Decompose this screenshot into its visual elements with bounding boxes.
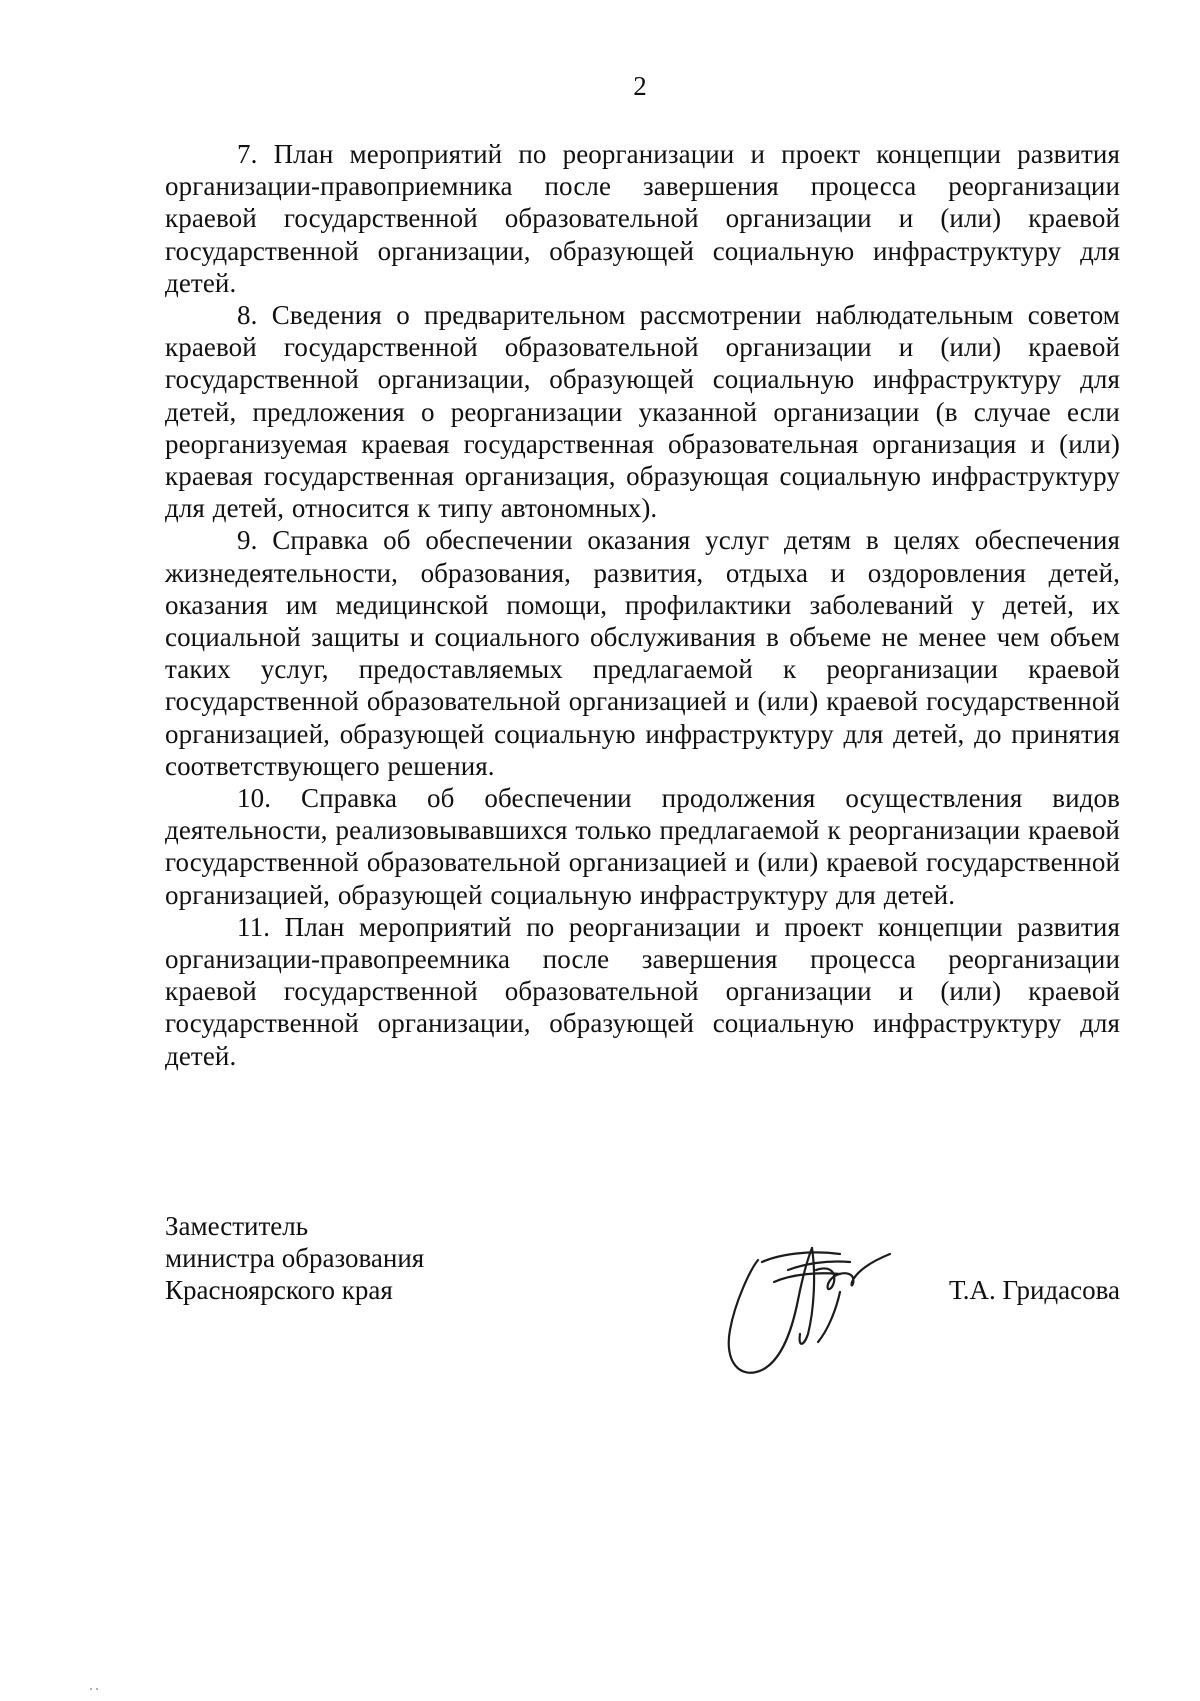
list-item-7: 7. План мероприятий по реорганизации и проект концепции развития организации-правоприемника после завершения процесса реорганизации краевой государственной образовательной организации и (или) краевой государственной организации, образующей социальную инфраструктуру для детей. [165, 139, 1120, 298]
signatory-position-line: Заместитель [165, 1211, 309, 1241]
signatory-position [165, 1210, 424, 1307]
list-item-8: 8. Сведения о предварительном рассмотрении наблюдательным советом краевой государственной образовательной организации и (или) краевой государственной организации, образующей социальную инфраструктуру для детей, предложения о реорганизации указанной организации (в случае если реорганизуемая краевая государственная образовательная организация и (или) краевая государственная организация, образующая социальную инфраструктуру для детей, относится к типу автономных). [165, 300, 1120, 524]
signatory-position-line: Красноярского края [165, 1275, 393, 1306]
signatory-name: Т.А. Гридасова [949, 1275, 1120, 1305]
signature-block [165, 1210, 1120, 1390]
handwritten-signature-icon [700, 1230, 900, 1395]
list-item-9: 9. Справка об обеспечении оказания услуг детям в целях обеспечения жизнедеятельности, образования, развития, отдыха и оздоровления детей, оказания им медицинской помощи, профилактики заболеваний у детей, их социальной защиты и социального обслуживания в объеме не менее чем объем таких услуг, предоставляемых предлагаемой к реорганизации краевой государственной образовательной организацией и (или) краевой государственной организацией, образующей социальную инфраструктуру для детей, до принятия соответствующего решения. [165, 525, 1120, 781]
signatory-position-line: министра образования [165, 1243, 425, 1274]
list-item-10: 10. Справка об обеспечении продолжения осуществления видов деятельности, реализовывавшихся только предлагаемой к реорганизации краевой государственной образовательной организацией и (или) краевой государственной организацией, образующей социальную инфраструктуру для детей. [165, 783, 1120, 910]
page-number: 2 [633, 71, 647, 101]
scan-artifact-dots [88, 1686, 108, 1692]
list-item-11: 11. План мероприятий по реорганизации и проект концепции развития организации-правопреемника после завершения процесса реорганизации краевой государственной образовательной организации и (или) краевой государственной организации, образующей социальную инфраструктуру для детей. [165, 911, 1120, 1071]
document-body [165, 138, 1120, 1072]
